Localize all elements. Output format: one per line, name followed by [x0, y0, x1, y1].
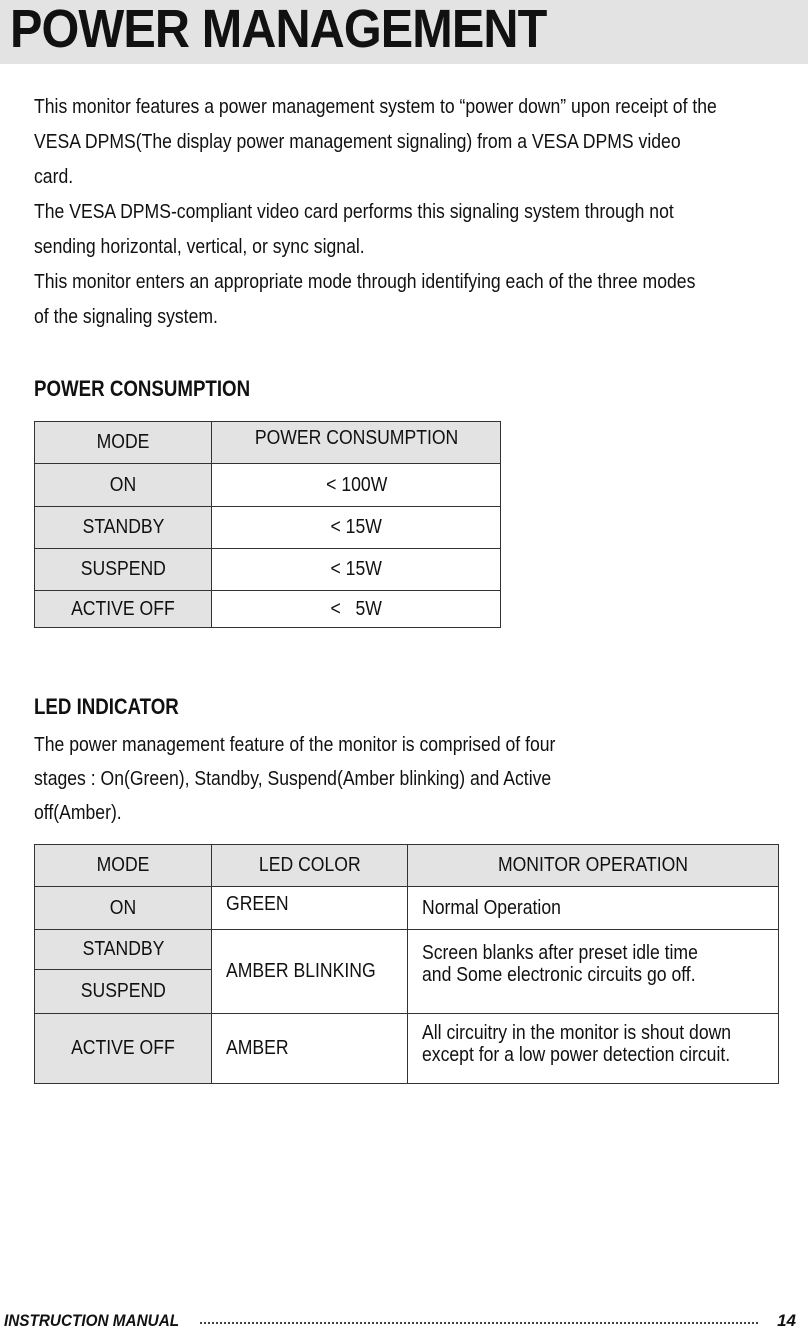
- header-cell: MONITOR OPERATION: [408, 845, 779, 887]
- table-row: [35, 1014, 779, 1084]
- page-number: 14: [777, 1311, 796, 1330]
- operation-cell: [408, 1014, 779, 1084]
- mode-cell: ON: [35, 464, 212, 507]
- mode-cell: STANDBY: [35, 930, 212, 970]
- table-row: [35, 464, 501, 507]
- operation-line: Screen blanks after preset idle time: [422, 942, 698, 964]
- mode-cell: SUSPEND: [35, 549, 212, 591]
- value-cell: < 15W: [212, 549, 501, 591]
- mode-cell: ON: [35, 887, 212, 930]
- table-row: [35, 887, 779, 930]
- mode-cell: SUSPEND: [35, 970, 212, 1014]
- operation-cell: Normal Operation: [408, 887, 779, 930]
- intro-line: VESA DPMS(The display power management signaling) from a VESA DPMS video: [34, 131, 681, 153]
- title-banner: [0, 0, 808, 64]
- intro-line: This monitor features a power management system to “power down” upon receipt of the: [34, 96, 717, 118]
- mode-cell: ACTIVE OFF: [35, 1014, 212, 1084]
- led-color-cell: AMBER: [212, 1014, 408, 1084]
- led-indicator-heading: LED INDICATOR: [34, 694, 179, 719]
- table-row: [35, 549, 501, 591]
- led-indicator-table: [34, 844, 779, 1084]
- footer-dot-leader: [200, 1322, 758, 1324]
- intro-line: of the signaling system.: [34, 306, 218, 328]
- operation-line: All circuitry in the monitor is shout down: [422, 1022, 732, 1044]
- header-cell: LED COLOR: [212, 845, 408, 887]
- footer-label: INSTRUCTION MANUAL: [4, 1311, 180, 1330]
- operation-line: except for a low power detection circuit.: [422, 1044, 731, 1066]
- intro-line: sending horizontal, vertical, or sync signal.: [34, 236, 365, 258]
- header-cell: MODE: [35, 845, 212, 887]
- table-row: [35, 507, 501, 549]
- power-consumption-heading: POWER CONSUMPTION: [34, 376, 251, 401]
- operation-cell: [408, 930, 779, 1014]
- led-desc-line: off(Amber).: [34, 802, 122, 824]
- led-desc-line: stages : On(Green), Standby, Suspend(Amber blinking) and Active: [34, 768, 552, 790]
- led-desc-line: The power management feature of the monitor is comprised of four: [34, 734, 556, 756]
- intro-line: This monitor enters an appropriate mode through identifying each of the three modes: [34, 271, 696, 293]
- mode-cell: ACTIVE OFF: [35, 591, 212, 628]
- page-title: POWER MANAGEMENT: [10, 0, 547, 59]
- table-row: [35, 930, 779, 970]
- led-color-cell: AMBER BLINKING: [212, 930, 408, 1014]
- value-cell: < 15W: [212, 507, 501, 549]
- value-cell: < 5W: [212, 591, 501, 628]
- intro-line: The VESA DPMS-compliant video card performs this signaling system through not: [34, 201, 674, 223]
- page-footer: [0, 1308, 808, 1332]
- mode-cell: STANDBY: [35, 507, 212, 549]
- table-header-row: [35, 845, 779, 887]
- operation-line: and Some electronic circuits go off.: [422, 964, 696, 986]
- value-cell: < 100W: [212, 464, 501, 507]
- power-consumption-table: [34, 421, 501, 628]
- led-color-cell: GREEN: [212, 887, 408, 930]
- intro-line: card.: [34, 166, 74, 188]
- header-cell: MODE: [35, 422, 212, 464]
- table-row: [35, 591, 501, 628]
- table-header-row: [35, 422, 501, 464]
- header-cell: POWER CONSUMPTION: [212, 422, 501, 464]
